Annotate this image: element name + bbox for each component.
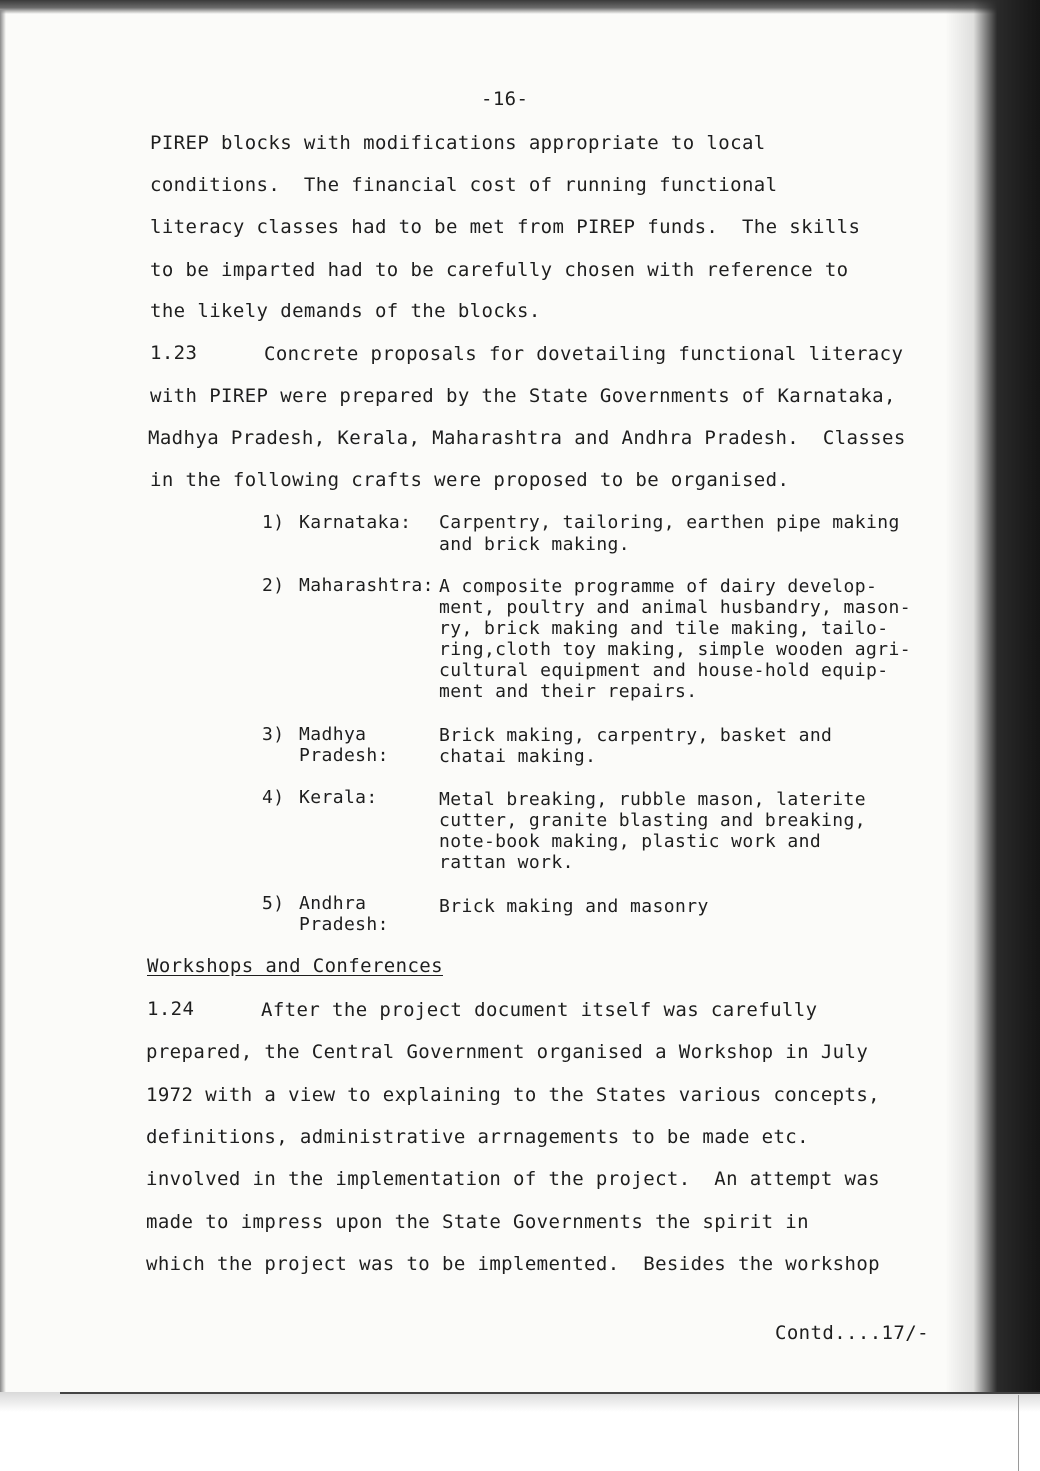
craft-number: 1) — [262, 512, 285, 533]
craft-text-line: Brick making and masonry — [439, 896, 709, 917]
craft-text-line: cutter, granite blasting and breaking, — [439, 810, 867, 831]
para-123-line: with PIREP were prepared by the State Governments of Karnataka, — [150, 385, 896, 407]
craft-text-line: cultural equipment and house-hold equip- — [439, 660, 889, 681]
craft-text-line: and brick making. — [439, 534, 631, 555]
craft-text-line: chatai making. — [439, 746, 597, 767]
craft-text-line: A composite programme of dairy develop- — [439, 576, 878, 597]
craft-state: Pradesh: — [299, 745, 389, 766]
intro-line: conditions. The financial cost of running functional — [150, 174, 778, 196]
para-124-line: definitions, administrative arrnagements to be made etc. — [146, 1126, 809, 1148]
craft-text-line: ry, brick making and tile making, tailo- — [439, 618, 889, 639]
craft-text-line: ring,cloth toy making, simple wooden agri- — [439, 639, 911, 660]
para-124-line: which the project was to be implemented. Besides the workshop — [146, 1253, 881, 1275]
craft-number: 4) — [262, 787, 285, 808]
craft-state: Kerala: — [299, 787, 378, 808]
intro-line: the likely demands of the blocks. — [150, 300, 541, 322]
craft-text-line: Carpentry, tailoring, earthen pipe making — [439, 512, 900, 533]
continued-note: Contd....17/- — [775, 1322, 929, 1344]
craft-state: Maharashtra: — [299, 575, 434, 596]
para-124-line: prepared, the Central Government organised a Workshop in July — [146, 1041, 869, 1063]
intro-line: literacy classes had to be met from PIREP funds. The skills — [150, 216, 861, 238]
para-124-line: After the project document itself was carefully — [261, 999, 818, 1021]
craft-number: 2) — [262, 575, 285, 596]
craft-state: Madhya — [299, 724, 367, 745]
craft-text-line: ment and their repairs. — [439, 681, 698, 702]
paragraph-number: 1.24 — [147, 998, 195, 1020]
craft-state: Andhra — [299, 893, 367, 914]
craft-state: Pradesh: — [299, 914, 389, 935]
craft-state: Karnataka: — [299, 512, 412, 533]
intro-line: PIREP blocks with modifications appropriate to local — [150, 132, 766, 154]
section-heading: Workshops and Conferences — [147, 955, 443, 977]
para-124-line: made to impress upon the State Governments the spirit in — [146, 1211, 809, 1233]
craft-text-line: ment, poultry and animal husbandry, mason- — [439, 597, 911, 618]
craft-text-line: Brick making, carpentry, basket and — [439, 725, 833, 746]
craft-text-line: Metal breaking, rubble mason, laterite — [439, 789, 867, 810]
craft-number: 5) — [262, 893, 285, 914]
para-124-line: involved in the implementation of the project. An attempt was — [146, 1168, 881, 1190]
para-123-line: in the following crafts were proposed to be organised. — [150, 469, 790, 491]
para-123-line: Concrete proposals for dovetailing functional literacy — [264, 343, 904, 365]
craft-text-line: note-book making, plastic work and — [439, 831, 822, 852]
intro-line: to be imparted had to be carefully chosen with reference to — [150, 259, 849, 281]
craft-text-line: rattan work. — [439, 852, 574, 873]
para-124-line: 1972 with a view to explaining to the States various concepts, — [146, 1084, 881, 1106]
page-number: -16- — [481, 88, 529, 110]
craft-number: 3) — [262, 724, 285, 745]
paragraph-number: 1.23 — [150, 342, 198, 364]
para-123-line: Madhya Pradesh, Kerala, Maharashtra and Andhra Pradesh. Classes — [148, 427, 906, 449]
